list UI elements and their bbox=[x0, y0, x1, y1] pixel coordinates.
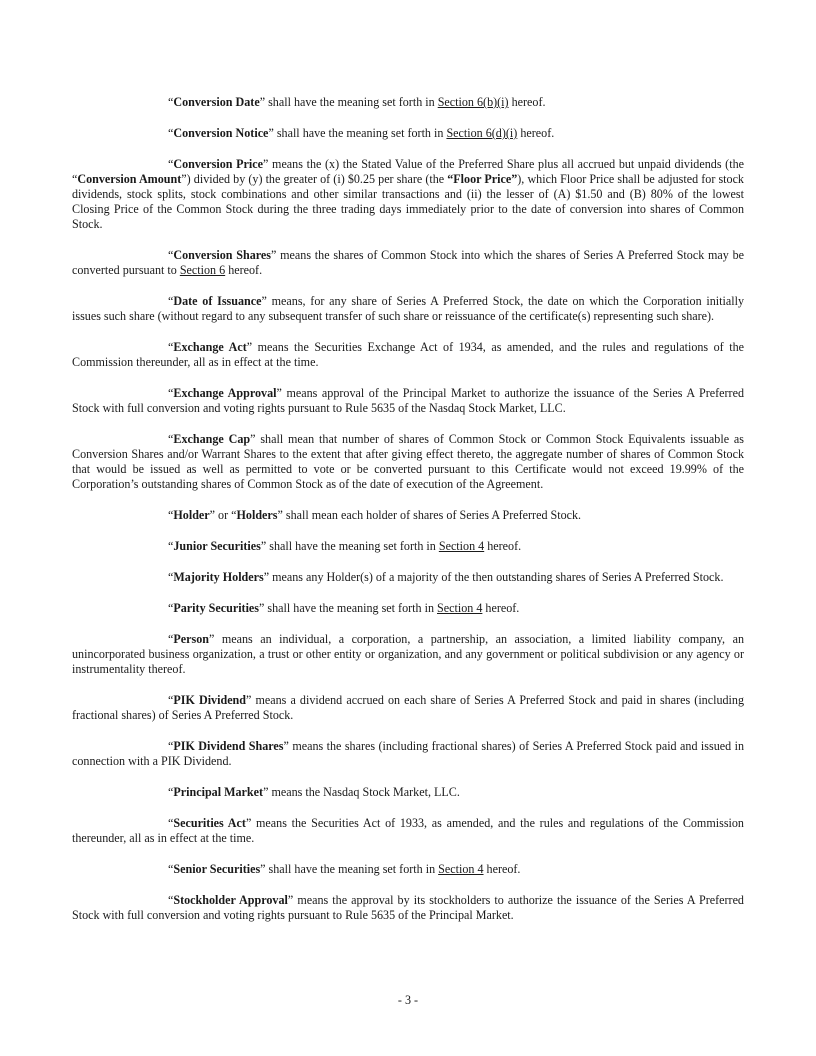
definition-principal-market bbox=[72, 785, 744, 800]
definition-text: ” means the Securities Exchange Act of 1934, as amended, and the rules and regulations of the Commission thereunder, all as in effect at the time. bbox=[72, 340, 744, 369]
definition-parity-securities bbox=[72, 601, 744, 616]
definition-text: “ bbox=[168, 739, 174, 753]
definition-text: ” means the Nasdaq Stock Market, LLC. bbox=[263, 785, 460, 799]
definition-conversion-price bbox=[72, 157, 744, 232]
definition-text: ” or “ bbox=[209, 508, 237, 522]
defined-term: Holders bbox=[236, 508, 278, 522]
defined-term: Principal Market bbox=[173, 785, 264, 799]
definition-text: “ bbox=[168, 539, 174, 553]
defined-term: Conversion Notice bbox=[173, 126, 269, 140]
definition-text: ” means an individual, a corporation, a partnership, an association, a limited liability company, an unincorporated business organization, a trust or other entity or organization, and any government or political subdivision or any agency or instrumentality thereof. bbox=[72, 632, 744, 676]
defined-term: Conversion Amount bbox=[77, 172, 182, 186]
definition-text: “ bbox=[168, 508, 174, 522]
definition-text: ” means a dividend accrued on each share of Series A Preferred Stock and paid in shares (including fractional shares) of Series A Preferred Stock. bbox=[72, 693, 744, 722]
definition-pik-dividend bbox=[72, 693, 744, 723]
definition-text: ” means the shares (including fractional shares) of Series A Preferred Stock paid and issued in connection with a PIK Dividend. bbox=[72, 739, 744, 768]
definition-text: ” shall have the meaning set forth in bbox=[260, 539, 439, 553]
definition-text: ” means the Securities Act of 1933, as amended, and the rules and regulations of the Commission thereunder, all as in effect at the time. bbox=[72, 816, 744, 845]
definition-text: “ bbox=[168, 693, 174, 707]
definition-conversion-shares bbox=[72, 248, 744, 278]
definition-text: ” shall have the meaning set forth in bbox=[268, 126, 447, 140]
defined-term: PIK Dividend Shares bbox=[173, 739, 284, 753]
definition-exchange-cap bbox=[72, 432, 744, 492]
definition-text: “ bbox=[168, 248, 174, 262]
definition-text: “ bbox=[168, 601, 174, 615]
defined-term: “Floor Price” bbox=[447, 172, 518, 186]
defined-term: Person bbox=[173, 632, 209, 646]
section-reference: Section 4 bbox=[438, 539, 485, 553]
definition-text: ” means, for any share of Series A Preferred Stock, the date on which the Corporation initially issues such share (without regard to any subsequent transfer of such share or reissuance of the certificate(s) representing such share). bbox=[72, 294, 744, 323]
definition-text: “ bbox=[168, 157, 174, 171]
definition-date-of-issuance bbox=[72, 294, 744, 324]
defined-term: Majority Holders bbox=[173, 570, 264, 584]
definition-text: ” shall have the meaning set forth in bbox=[260, 862, 439, 876]
definition-text: “ bbox=[168, 862, 174, 876]
definition-text: “ bbox=[168, 785, 174, 799]
definition-text: “ bbox=[168, 816, 174, 830]
definition-text: ” means any Holder(s) of a majority of the then outstanding shares of Series A Preferred Stock. bbox=[263, 570, 724, 584]
section-reference: Section 4 bbox=[437, 601, 483, 615]
definition-text: “ bbox=[168, 432, 174, 446]
definition-text: “ bbox=[168, 95, 174, 109]
defined-term: Date of Issuance bbox=[173, 294, 262, 308]
definition-exchange-act bbox=[72, 340, 744, 370]
definition-exchange-approval bbox=[72, 386, 744, 416]
definition-text: “ bbox=[168, 294, 174, 308]
definition-text: ” means approval of the Principal Market to authorize the issuance of the Series A Preferred Stock with full conversion and voting rights pursuant to Rule 5635 of the Nasdaq Stock Market, LLC. bbox=[72, 386, 744, 415]
defined-term: Exchange Approval bbox=[173, 386, 277, 400]
definition-text: hereof. bbox=[482, 601, 520, 615]
definition-pik-dividend-shares bbox=[72, 739, 744, 769]
defined-term: Senior Securities bbox=[173, 862, 261, 876]
definition-text: ” means the (x) the Stated Value of the Preferred Share plus all accrued but unpaid dividends (the “ bbox=[72, 157, 744, 186]
defined-term: Parity Securities bbox=[173, 601, 260, 615]
definition-securities-act bbox=[72, 816, 744, 846]
definition-text: “ bbox=[168, 570, 174, 584]
definition-text: “ bbox=[168, 340, 174, 354]
defined-term: Conversion Shares bbox=[173, 248, 271, 262]
page-number: - 3 - bbox=[397, 993, 419, 1007]
definition-text: ” means the approval by its stockholders to authorize the issuance of the Series A Preferred Stock with full conversion and voting rights pursuant to Rule 5635 of the Principal Market. bbox=[72, 893, 744, 922]
defined-term: Junior Securities bbox=[173, 539, 261, 553]
section-reference: Section 4 bbox=[438, 862, 484, 876]
definition-stockholder-approval bbox=[72, 893, 744, 923]
section-reference: Section 6(b)(i) bbox=[437, 95, 509, 109]
defined-term: Exchange Act bbox=[173, 340, 247, 354]
section-reference: Section 6(d)(i) bbox=[446, 126, 518, 140]
defined-term: Conversion Price bbox=[173, 157, 264, 171]
definition-text: ” means the shares of Common Stock into which the shares of Series A Preferred Stock may be converted pursuant to bbox=[72, 248, 745, 277]
definition-text: hereof. bbox=[508, 95, 546, 109]
definition-text: ” shall mean that number of shares of Common Stock or Common Stock Equivalents issuable as Conversion Shares and/or Warrant Shares to the extent that after giving effect thereto, the aggregate number of shares of Common Stock that would be issued as well as permitted to vote or be converted pursuant to this Certificate would not exceed 19.99% of the Corporation’s outstanding shares of Common Stock as of the date of execution of the Agreement. bbox=[72, 432, 744, 491]
definition-text: hereof. bbox=[517, 126, 555, 140]
definition-text: ), which Floor Price shall be adjusted for stock dividends, stock splits, stock combinations and other similar transactions and (ii) the lesser of (A) $1.50 and (B) 80% of the lowest Closing Price of the Common Stock during the three trading days immediately prior to the date of conversion into shares of Common Stock. bbox=[72, 172, 744, 231]
definition-person bbox=[72, 632, 744, 677]
definition-conversion-date bbox=[72, 95, 744, 110]
definition-text: “ bbox=[168, 386, 174, 400]
definition-conversion-notice bbox=[72, 126, 744, 141]
defined-term: Holder bbox=[173, 508, 210, 522]
defined-term: Securities Act bbox=[173, 816, 246, 830]
definition-text: hereof. bbox=[484, 539, 522, 553]
definition-majority-holders bbox=[72, 570, 744, 585]
document-body bbox=[72, 95, 744, 939]
definition-text: ” shall have the meaning set forth in bbox=[259, 601, 438, 615]
definition-text: “ bbox=[168, 893, 174, 907]
definition-text: “ bbox=[168, 632, 174, 646]
section-reference: Section 6 bbox=[179, 263, 226, 277]
defined-term: Stockholder Approval bbox=[173, 893, 288, 907]
definition-senior-securities bbox=[72, 862, 744, 877]
definition-text: hereof. bbox=[225, 263, 263, 277]
defined-term: Exchange Cap bbox=[173, 432, 251, 446]
defined-term: PIK Dividend bbox=[173, 693, 247, 707]
definition-text: ” shall have the meaning set forth in bbox=[259, 95, 438, 109]
definition-text: ” shall mean each holder of shares of Series A Preferred Stock. bbox=[277, 508, 582, 522]
defined-term: Conversion Date bbox=[173, 95, 260, 109]
definition-junior-securities bbox=[72, 539, 744, 554]
definition-holder bbox=[72, 508, 744, 523]
definition-text: “ bbox=[168, 126, 174, 140]
definition-text: ”) divided by (y) the greater of (i) $0.25 per share (the bbox=[181, 172, 448, 186]
definition-text: hereof. bbox=[483, 862, 521, 876]
